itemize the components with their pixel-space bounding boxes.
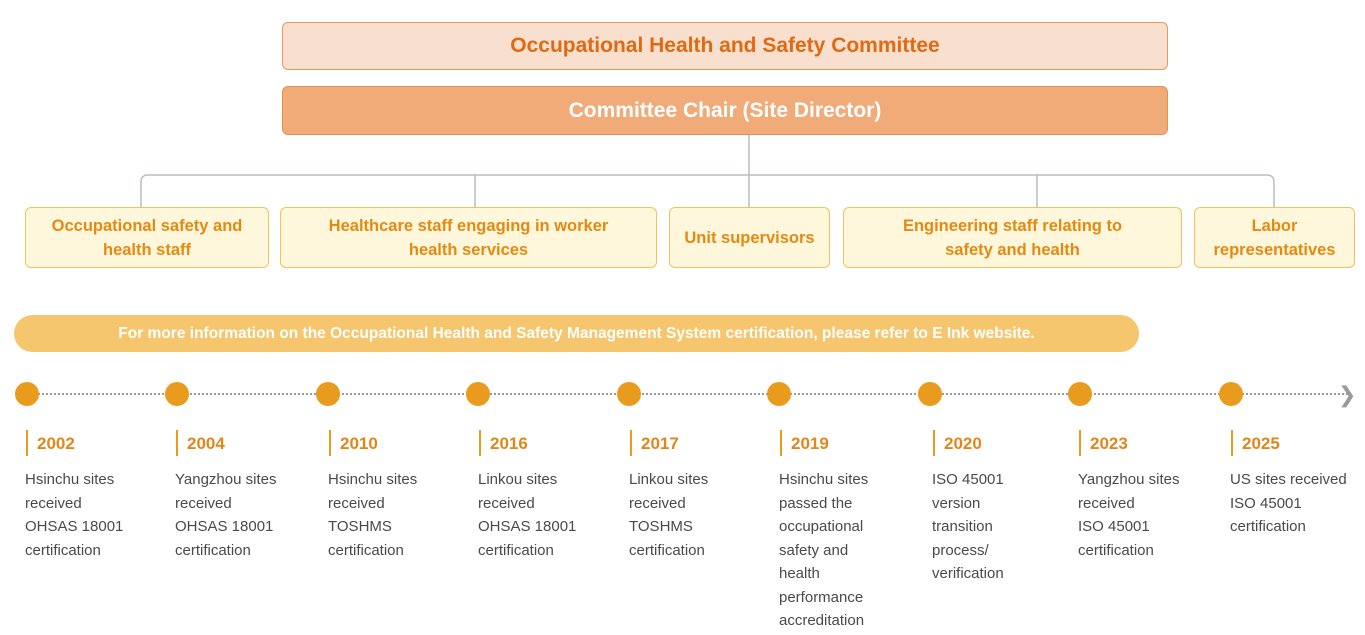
timeline-year: 2023: [1090, 434, 1128, 453]
timeline-dot: [466, 382, 490, 406]
timeline-year: 2016: [490, 434, 528, 453]
connector-bus: [141, 175, 1274, 207]
timeline-dot: [15, 382, 39, 406]
member-label-line: Engineering staff relating to: [902, 216, 1123, 235]
timeline-year: 2010: [340, 434, 378, 453]
timeline-description: Yangzhou sites received ISO 45001 certification: [1078, 471, 1180, 559]
timeline-year: 2002: [37, 434, 75, 453]
timeline-dot: [918, 382, 942, 406]
timeline-year: 2017: [641, 434, 679, 453]
member-label-line: health services: [408, 240, 529, 259]
member-box-healthcare-staff: [280, 207, 657, 268]
timeline-tick: [630, 430, 632, 456]
timeline-description: Yangzhou sites received OHSAS 18001 certification: [175, 471, 277, 559]
timeline-dot: [767, 382, 791, 406]
timeline-tick: [1231, 430, 1233, 456]
timeline-tick: [780, 430, 782, 456]
timeline-description: Hsinchu sites received TOSHMS certification: [328, 471, 418, 559]
timeline-dot: [165, 382, 189, 406]
member-label-line: safety and health: [945, 240, 1080, 259]
timeline-dot: [617, 382, 641, 406]
timeline-year: 2020: [944, 434, 982, 453]
timeline-description: Linkou sites received OHSAS 18001 certification: [478, 471, 577, 559]
timeline-dot: [1219, 382, 1243, 406]
member-box-engineering-staff: [843, 207, 1182, 268]
timeline-description: Hsinchu sites passed the occupational safety and health performance accreditation: [779, 471, 869, 629]
timeline-year: 2019: [791, 434, 829, 453]
chevron-right-icon: ❯: [1338, 382, 1357, 407]
member-label-line: Labor: [1251, 216, 1298, 235]
timeline-tick: [329, 430, 331, 456]
timeline-tick: [479, 430, 481, 456]
member-label-line: representatives: [1213, 240, 1336, 259]
timeline-tick: [1079, 430, 1081, 456]
member-box-labor-representatives: [1194, 207, 1355, 268]
timeline-dot: [316, 382, 340, 406]
timeline-description: US sites received ISO 45001 certification: [1230, 471, 1347, 535]
timeline-description: Linkou sites received TOSHMS certification: [629, 471, 709, 559]
committee-chair-box: [282, 86, 1168, 135]
committee-box: [282, 22, 1168, 70]
timeline-description: ISO 45001 version transition process/ verification: [932, 471, 1004, 582]
timeline-description: Hsinchu sites received OHSAS 18001 certification: [25, 471, 124, 559]
timeline-year: 2004: [187, 434, 225, 453]
committee-title: Occupational Health and Safety Committee: [510, 34, 940, 57]
member-box-osh-staff: [25, 207, 269, 268]
member-box-unit-supervisors: [669, 207, 830, 268]
timeline-tick: [26, 430, 28, 456]
info-banner-text: For more information on the Occupational Health and Safety Management System certification, please refer to E Ink website.: [118, 324, 1035, 342]
timeline-axis: [30, 393, 1348, 395]
member-label-line: health staff: [102, 240, 191, 259]
committee-chair-title: Committee Chair (Site Director): [568, 98, 882, 122]
timeline-year: 2025: [1242, 434, 1280, 453]
timeline-tick: [933, 430, 935, 456]
member-label-line: Occupational safety and: [51, 216, 243, 235]
member-label-line: Healthcare staff engaging in worker: [328, 216, 609, 235]
timeline-dot: [1068, 382, 1092, 406]
member-label-line: Unit supervisors: [684, 228, 815, 247]
timeline-tick: [176, 430, 178, 456]
info-banner[interactable]: [14, 315, 1139, 352]
